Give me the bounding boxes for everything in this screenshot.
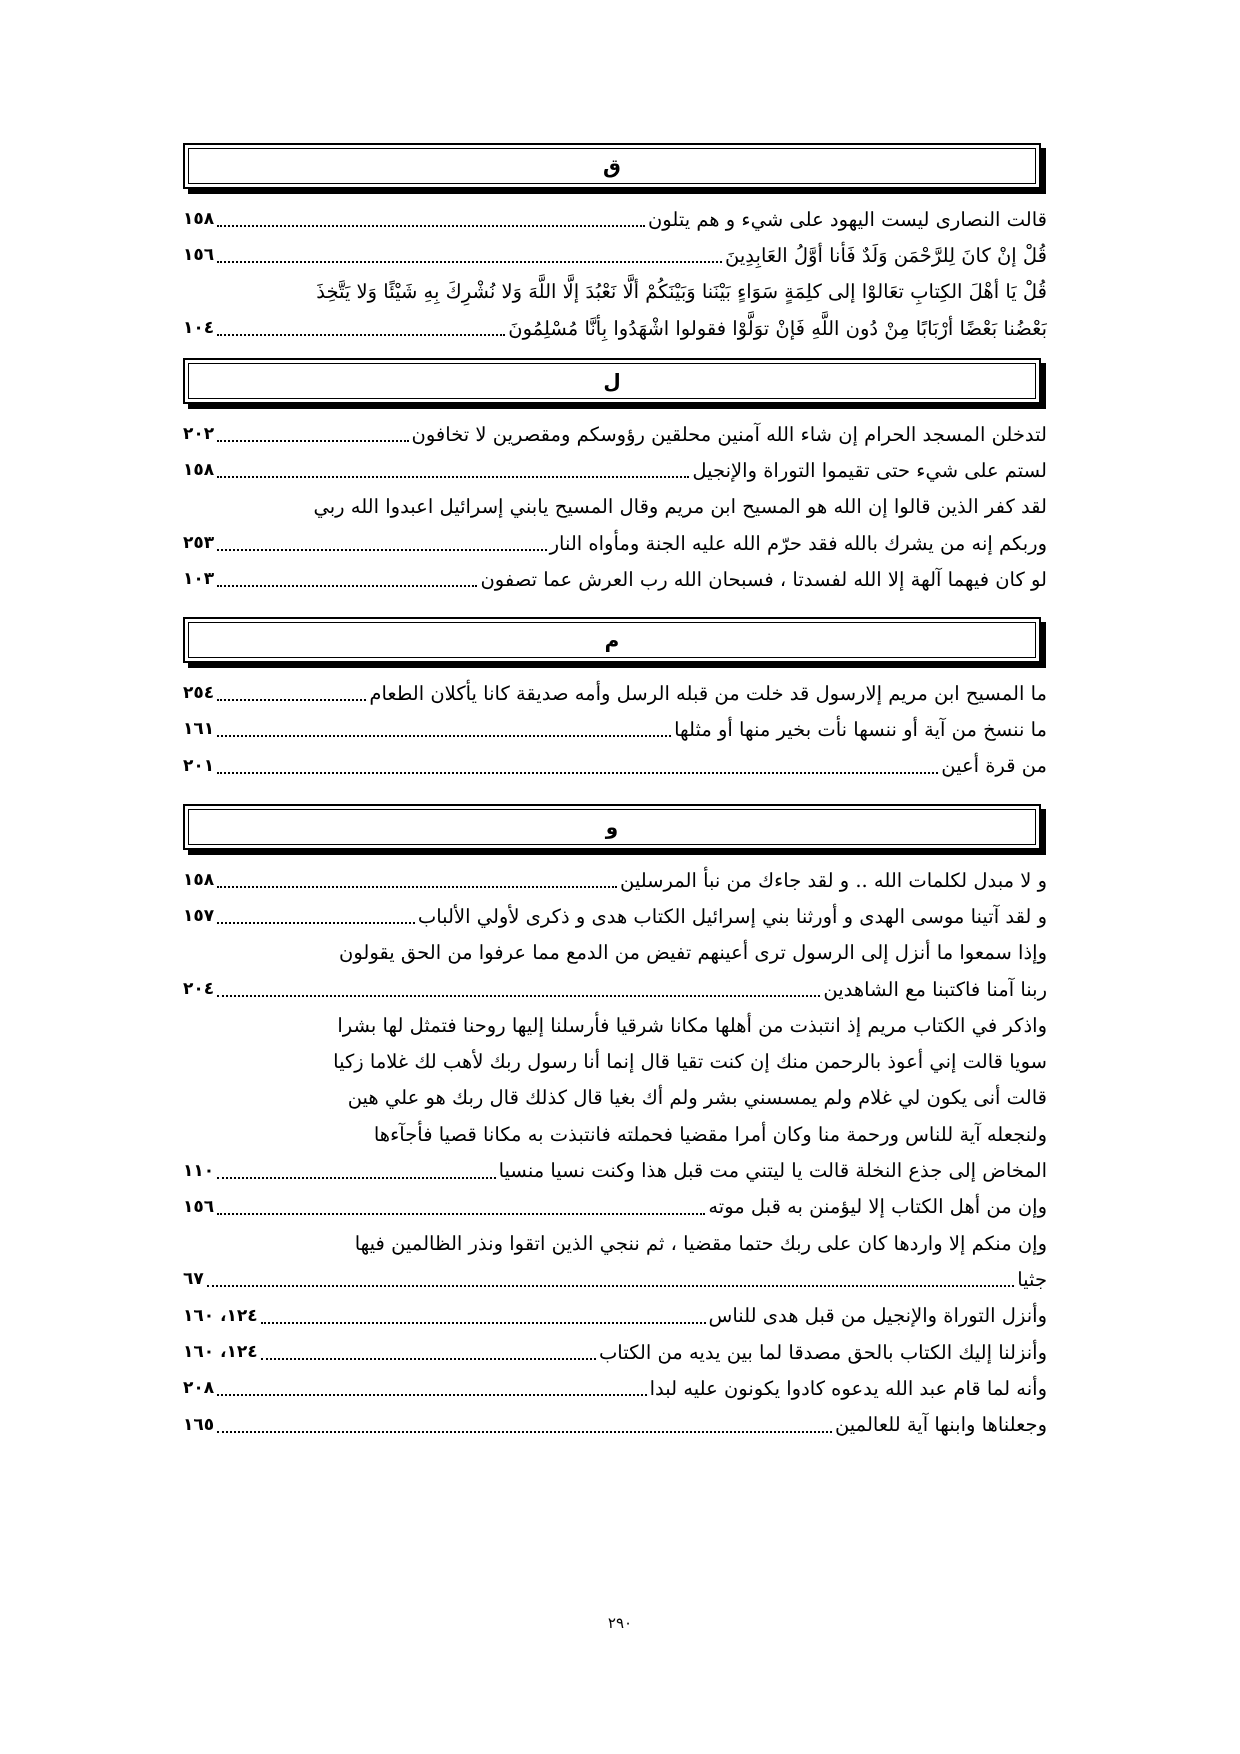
index-entry bbox=[183, 416, 1047, 452]
entry-page-number: ١٠٤ bbox=[183, 318, 215, 339]
dot-leader bbox=[217, 1163, 495, 1179]
entry-text: قالت النصارى ليست اليهود على شيء و هم يتلون bbox=[647, 207, 1047, 231]
index-entry bbox=[183, 1225, 1047, 1261]
dot-leader bbox=[217, 1417, 832, 1433]
entry-page-number: ١٥٧ bbox=[183, 906, 215, 927]
entry-text: وجعلناها وابنها آية للعالمين bbox=[834, 1413, 1047, 1437]
entry-page-number: ١٥٨ bbox=[183, 870, 215, 891]
entry-page-number: ١٢٤، ١٦٠ bbox=[183, 1342, 258, 1362]
entry-list bbox=[183, 201, 1047, 346]
dot-leader bbox=[217, 908, 415, 924]
dot-leader bbox=[217, 872, 617, 888]
entry-text: لو كان فيهما آلهة إلا الله لفسدتا ، فسبحان الله رب العرش عما تصفون bbox=[480, 567, 1047, 591]
index-entry bbox=[183, 935, 1047, 971]
section-header bbox=[183, 617, 1041, 663]
section-lam bbox=[183, 358, 1047, 597]
entry-page-number: ١٦٥ bbox=[183, 1414, 215, 1435]
dot-leader bbox=[217, 535, 546, 551]
entry-list bbox=[183, 862, 1047, 1443]
index-entry bbox=[183, 201, 1047, 237]
index-entry bbox=[183, 489, 1047, 525]
entry-text: وإذا سمعوا ما أنزل إلى الرسول ترى أعينهم تفيض من الدمع مما عرفوا من الحق يقولون bbox=[339, 941, 1047, 965]
index-entry bbox=[183, 1080, 1047, 1116]
index-entry bbox=[183, 1043, 1047, 1079]
index-entry bbox=[183, 748, 1047, 784]
entry-text: وأنزل التوراة والإنجيل من قبل هدى للناس bbox=[708, 1304, 1047, 1328]
entry-text: ربنا آمنا فاكتبنا مع الشاهدين bbox=[823, 977, 1047, 1001]
entry-page-number: ٢٠٨ bbox=[183, 1378, 215, 1399]
entry-page-number: ١٥٦ bbox=[183, 245, 215, 266]
entry-text: ما المسيح ابن مريم إلارسول قد خلت من قبله الرسل وأمه صديقة كانا يأكلان الطعام bbox=[369, 681, 1047, 705]
entry-list bbox=[183, 416, 1047, 597]
entry-text: و لقد آتينا موسى الهدى و أورثنا بني إسرائيل الكتاب هدى و ذكرى لأولي الألباب bbox=[417, 904, 1047, 928]
dot-leader bbox=[217, 685, 366, 701]
entry-text: و لا مبدل لكلمات الله .. و لقد جاءك من نبأ المرسلين bbox=[619, 868, 1047, 892]
index-entry bbox=[183, 1334, 1047, 1370]
dot-leader bbox=[261, 1344, 596, 1360]
section-letter: م bbox=[604, 628, 620, 652]
dot-leader bbox=[217, 320, 505, 336]
dot-leader bbox=[217, 758, 938, 774]
dot-leader bbox=[217, 981, 820, 997]
section-letter: ق bbox=[603, 154, 621, 178]
dot-leader bbox=[217, 247, 722, 263]
entry-text: قُلْ إنْ كانَ لِلرَّحْمَن وَلَدٌ فَأنا أوَّلُ العَابِدِينَ bbox=[725, 243, 1047, 267]
page-number: ٢٩٠ bbox=[607, 1614, 633, 1632]
entry-page-number: ١٢٤، ١٦٠ bbox=[183, 1305, 258, 1326]
index-entry bbox=[183, 1116, 1047, 1152]
entry-text: من قرة أعين bbox=[941, 754, 1047, 778]
entry-page-number: ٦٧ bbox=[183, 1269, 204, 1290]
entry-list bbox=[183, 675, 1047, 784]
section-letter: و bbox=[605, 815, 619, 839]
index-entry bbox=[183, 525, 1047, 561]
entry-text: وإن من أهل الكتاب إلا ليؤمنن به قبل موته bbox=[708, 1195, 1047, 1219]
entry-page-number: ٢٠٢ bbox=[183, 424, 215, 445]
index-entry bbox=[183, 561, 1047, 597]
index-entry bbox=[183, 675, 1047, 711]
entry-page-number: ١١٠ bbox=[183, 1160, 215, 1181]
entry-text: قُلْ يَا أهْلَ الكِتابِ تعَالوْا إلى كلِمَةٍ سَوَاءٍ بَيْنَنا وَبَيْنَكُمْ ألَّا نَعْبُدَ إلَّا اللَّهَ وَلا نُشْرِكَ بِهِ شَيْئًا وَلا يَتَّخِذَ bbox=[316, 280, 1047, 304]
section-waw bbox=[183, 804, 1047, 1443]
entry-page-number: ٢٠٤ bbox=[183, 979, 215, 1000]
entry-text: واذكر في الكتاب مريم إذ انتبذت من أهلها مكانا شرقيا فأرسلنا إليها روحنا فتمثل لها بشرا bbox=[337, 1013, 1047, 1037]
index-entry bbox=[183, 1189, 1047, 1225]
entry-text: المخاض إلى جذع النخلة قالت يا ليتني مت قبل هذا وكنت نسيا منسيا bbox=[498, 1159, 1047, 1183]
dot-leader bbox=[217, 211, 645, 227]
section-qaf bbox=[183, 143, 1047, 346]
entry-page-number: ١٥٨ bbox=[183, 460, 215, 481]
entry-text: سويا قالت إني أعوذ بالرحمن منك إن كنت تقيا قال إنما أنا رسول ربك لأهب لك غلاما زكيا bbox=[333, 1050, 1047, 1074]
entry-text: وربكم إنه من يشرك بالله فقد حرّم الله عليه الجنة ومأواه النار bbox=[549, 531, 1047, 555]
entry-text: لتدخلن المسجد الحرام إن شاء الله آمنين محلقين رؤوسكم ومقصرين لا تخافون bbox=[411, 422, 1047, 446]
entry-text: ولنجعله آية للناس ورحمة منا وكان أمرا مقضيا فحملته فانتبذت به مكانا قصيا فأجآءها bbox=[373, 1122, 1047, 1146]
dot-leader bbox=[217, 721, 671, 737]
section-header bbox=[183, 143, 1041, 189]
index-entry bbox=[183, 452, 1047, 488]
entry-text: وإن منكم إلا واردها كان على ربك حتما مقضيا ، ثم ننجي الذين اتقوا ونذر الظالمين فيها bbox=[354, 1231, 1047, 1255]
entry-page-number: ١٦١ bbox=[183, 719, 215, 740]
index-entry bbox=[183, 1370, 1047, 1406]
dot-leader bbox=[207, 1271, 1014, 1287]
dot-leader bbox=[217, 1380, 647, 1396]
entry-page-number: ١٥٨ bbox=[183, 209, 215, 230]
entry-page-number: ١٥٦ bbox=[183, 1196, 215, 1217]
section-letter: ل bbox=[603, 369, 621, 393]
dot-leader bbox=[217, 426, 408, 442]
entry-text: بَعْضُنا بَعْضًا أرْبَابًا مِنْ دُون اللَّهِ فَإنْ توَلَّوْا فقولوا اشْهَدُوا بِأنَّا مُسْلِمُونَ bbox=[508, 316, 1047, 340]
section-header bbox=[183, 804, 1041, 850]
dot-leader bbox=[217, 1199, 705, 1215]
index-entry bbox=[183, 274, 1047, 310]
entry-page-number: ٢٥٤ bbox=[183, 683, 215, 704]
dot-leader bbox=[261, 1308, 706, 1324]
index-entry bbox=[183, 711, 1047, 747]
index-entry bbox=[183, 898, 1047, 934]
section-header bbox=[183, 358, 1041, 404]
entry-text: وأنه لما قام عبد الله يدعوه كادوا يكونون عليه لبدا bbox=[649, 1376, 1047, 1400]
entry-text: لستم على شيء حتى تقيموا التوراة والإنجيل bbox=[692, 458, 1047, 482]
dot-leader bbox=[217, 462, 689, 478]
index-entry bbox=[183, 1298, 1047, 1334]
entry-text: قالت أنى يكون لي غلام ولم يمسسني بشر ولم أك بغيا قال كذلك قال ربك هو علي هين bbox=[347, 1086, 1047, 1110]
entry-text: جثيا bbox=[1017, 1267, 1047, 1291]
entry-text: ما ننسخ من آية أو ننسها نأت بخير منها أو مثلها bbox=[674, 717, 1047, 741]
dot-leader bbox=[217, 571, 477, 587]
section-mim bbox=[183, 617, 1047, 784]
entry-text: لقد كفر الذين قالوا إن الله هو المسيح ابن مريم وقال المسيح يابني إسرائيل اعبدوا الله ربي bbox=[313, 495, 1047, 519]
index-entry bbox=[183, 971, 1047, 1007]
index-entry bbox=[183, 1152, 1047, 1188]
index-entry bbox=[183, 237, 1047, 273]
index-entry bbox=[183, 1406, 1047, 1442]
index-entry bbox=[183, 1261, 1047, 1297]
index-entry bbox=[183, 310, 1047, 346]
entry-text: وأنزلنا إليك الكتاب بالحق مصدقا لما بين يديه من الكتاب bbox=[598, 1340, 1047, 1364]
index-entry bbox=[183, 862, 1047, 898]
index-entry bbox=[183, 1007, 1047, 1043]
entry-page-number: ١٠٣ bbox=[183, 569, 215, 590]
entry-page-number: ٢٥٣ bbox=[183, 533, 215, 554]
entry-page-number: ٢٠١ bbox=[183, 755, 215, 776]
